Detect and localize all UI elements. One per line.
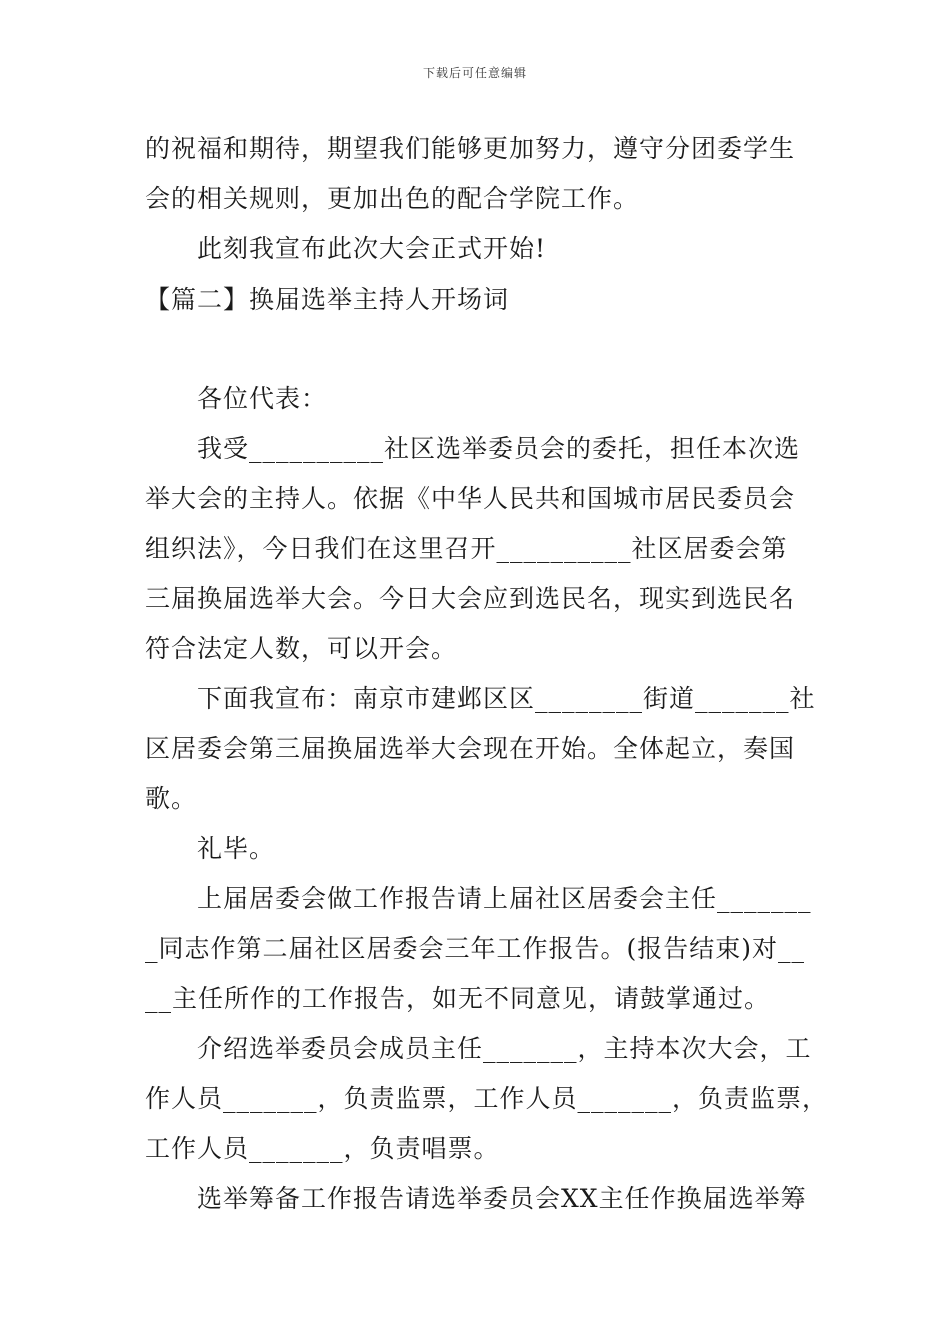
paragraph-line: _同志作第二届社区居委会三年工作报告。(报告结束)对__ <box>145 934 806 963</box>
paragraph-line: 我受__________社区选举委员会的委托，担任本次选 <box>197 434 801 463</box>
paragraph-line: 此刻我宣布此次大会正式开始! <box>197 234 547 263</box>
paragraph-line: 作人员_______，负责监票，工作人员_______，负责监票， <box>145 1084 829 1113</box>
paragraph-line: 下面我宣布：南京市建邺区区________街道_______社 <box>197 684 816 713</box>
paragraph-line: 组织法》，今日我们在这里召开__________社区居委会第 <box>145 534 788 563</box>
paragraph-line: 的祝福和期待，期望我们能够更加努力，遵守分团委学生 <box>145 134 796 163</box>
paragraph-line: 介绍选举委员会成员主任_______，主持本次大会，工 <box>197 1034 812 1063</box>
section-heading: 【篇二】换届选举主持人开场词 <box>145 285 510 314</box>
paragraph-line: 会的相关规则，更加出色的配合学院工作。 <box>145 184 640 213</box>
salutation: 各位代表： <box>197 384 328 413</box>
paragraph-line: 举大会的主持人。依据《中华人民共和国城市居民委员会 <box>145 484 796 513</box>
paragraph-line: __主任所作的工作报告，如无不同意见，请鼓掌通过。 <box>145 984 771 1013</box>
paragraph-line: 三届换届选举大会。今日大会应到选民名，现实到选民名 <box>145 584 796 613</box>
paragraph-line: 选举筹备工作报告请选举委员会XX主任作换届选举筹 <box>197 1184 807 1213</box>
paragraph-line: 区居委会第三届换届选举大会现在开始。全体起立，奏国 <box>145 734 796 763</box>
paragraph-line: 礼毕。 <box>197 834 276 863</box>
paragraph-line: 上届居委会做工作报告请上届社区居委会主任_______ <box>197 884 812 913</box>
paragraph-line: 工作人员_______，负责唱票。 <box>145 1134 500 1163</box>
paragraph-line: 符合法定人数，可以开会。 <box>145 634 458 663</box>
page-header: 下载后可任意编辑 <box>422 66 527 80</box>
paragraph-line: 歌。 <box>145 784 198 813</box>
